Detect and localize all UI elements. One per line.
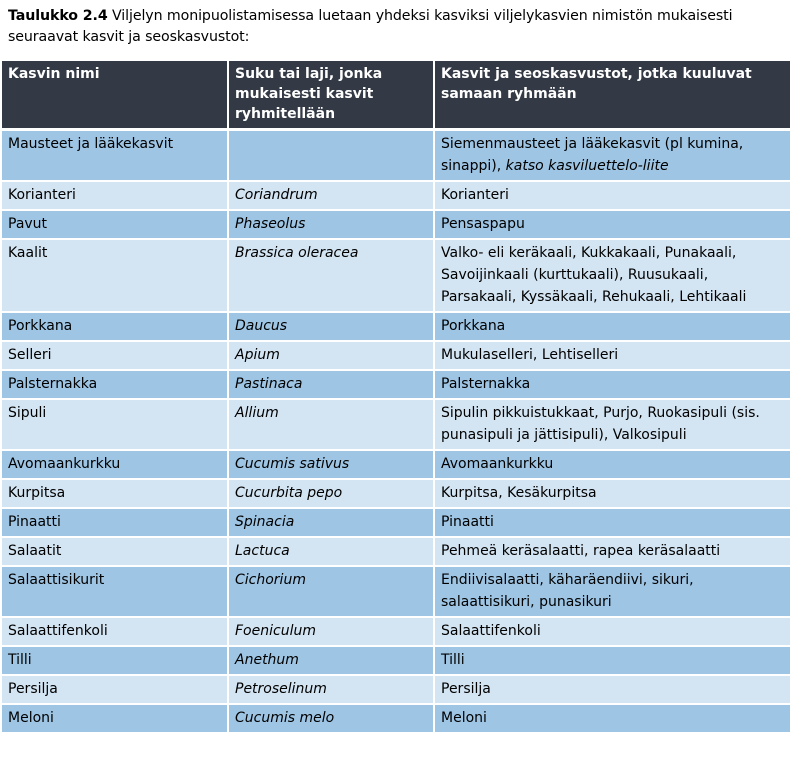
plant-name-cell: Meloni	[2, 704, 228, 733]
table-row	[2, 704, 790, 733]
table-row	[2, 210, 790, 239]
plant-name-cell: Salaatit	[2, 537, 228, 566]
genus-cell: Foeniculum	[228, 617, 434, 646]
group-cell: Endiivisalaatti, käharäendiivi, sikuri, salaattisikuri, punasikuri	[434, 566, 790, 617]
genus-cell	[228, 130, 434, 182]
genus-cell: Spinacia	[228, 508, 434, 537]
group-cell-text: Siemenmausteet ja lääkekasvit (pl kumina, sinappi),	[441, 136, 744, 174]
group-cell: Pehmeä keräsalaatti, rapea keräsalaatti	[434, 537, 790, 566]
table-row	[2, 341, 790, 370]
table-row	[2, 450, 790, 479]
genus-cell: Pastinaca	[228, 370, 434, 399]
group-cell: Palsternakka	[434, 370, 790, 399]
genus-cell: Allium	[228, 399, 434, 450]
column-header-plant-name: Kasvin nimi	[2, 61, 228, 130]
plant-name-cell: Sipuli	[2, 399, 228, 450]
plant-name-cell: Mausteet ja lääkekasvit	[2, 130, 228, 182]
genus-cell: Daucus	[228, 312, 434, 341]
table-row	[2, 479, 790, 508]
group-cell-note: katso kasviluettelo-liite	[505, 158, 669, 174]
group-cell: Sipulin pikkuistukkaat, Purjo, Ruokasipuli (sis. punasipuli ja jättisipuli), Valkosipuli	[434, 399, 790, 450]
plant-name-cell: Pinaatti	[2, 508, 228, 537]
group-cell: Korianteri	[434, 181, 790, 210]
table-row	[2, 537, 790, 566]
group-cell: Mukulaselleri, Lehtiselleri	[434, 341, 790, 370]
group-cell: Tilli	[434, 646, 790, 675]
group-cell: Porkkana	[434, 312, 790, 341]
table-row	[2, 130, 790, 182]
table-row	[2, 566, 790, 617]
table-row	[2, 675, 790, 704]
plant-name-cell: Salaattifenkoli	[2, 617, 228, 646]
group-cell: Persilja	[434, 675, 790, 704]
group-cell: Valko- eli keräkaali, Kukkakaali, Punakaali, Savoijinkaali (kurttukaali), Ruusukaali, Parsakaali, Kyssäkaali, Rehukaali, Lehtikaali	[434, 239, 790, 312]
table-row	[2, 399, 790, 450]
plant-name-cell: Tilli	[2, 646, 228, 675]
plant-name-cell: Kaalit	[2, 239, 228, 312]
genus-cell: Brassica oleracea	[228, 239, 434, 312]
plant-name-cell: Porkkana	[2, 312, 228, 341]
genus-cell: Anethum	[228, 646, 434, 675]
table-row	[2, 646, 790, 675]
plant-name-cell: Persilja	[2, 675, 228, 704]
table-row	[2, 239, 790, 312]
group-cell	[434, 130, 790, 182]
table-row	[2, 312, 790, 341]
group-cell: Meloni	[434, 704, 790, 733]
table-caption	[8, 6, 786, 48]
group-cell: Kurpitsa, Kesäkurpitsa	[434, 479, 790, 508]
group-cell: Avomaankurkku	[434, 450, 790, 479]
genus-cell: Cucumis sativus	[228, 450, 434, 479]
group-cell: Pinaatti	[434, 508, 790, 537]
genus-cell: Apium	[228, 341, 434, 370]
plant-name-cell: Salaattisikurit	[2, 566, 228, 617]
plant-name-cell: Pavut	[2, 210, 228, 239]
genus-cell: Cichorium	[228, 566, 434, 617]
genus-cell: Cucurbita pepo	[228, 479, 434, 508]
plant-name-cell: Avomaankurkku	[2, 450, 228, 479]
genus-cell: Lactuca	[228, 537, 434, 566]
plant-name-cell: Selleri	[2, 341, 228, 370]
plant-name-cell: Kurpitsa	[2, 479, 228, 508]
plant-name-cell: Palsternakka	[2, 370, 228, 399]
caption-text: Viljelyn monipuolistamisessa luetaan yhdeksi kasviksi viljelykasvien nimistön mukaisesti seuraavat kasvit ja seoskasvustot:	[8, 8, 733, 45]
group-cell: Salaattifenkoli	[434, 617, 790, 646]
table-row	[2, 508, 790, 537]
genus-cell: Petroselinum	[228, 675, 434, 704]
column-header-genus: Suku tai laji, jonka mukaisesti kasvit ryhmitellään	[228, 61, 434, 130]
table-row	[2, 617, 790, 646]
genus-cell: Coriandrum	[228, 181, 434, 210]
table-row	[2, 181, 790, 210]
table-body	[2, 130, 790, 734]
caption-label: Taulukko 2.4	[8, 8, 108, 24]
group-cell: Pensaspapu	[434, 210, 790, 239]
table-header-row	[2, 61, 790, 130]
table-row	[2, 370, 790, 399]
column-header-group: Kasvit ja seoskasvustot, jotka kuuluvat samaan ryhmään	[434, 61, 790, 130]
genus-cell: Phaseolus	[228, 210, 434, 239]
genus-cell: Cucumis melo	[228, 704, 434, 733]
plant-name-cell: Korianteri	[2, 181, 228, 210]
crop-group-table	[2, 61, 790, 734]
